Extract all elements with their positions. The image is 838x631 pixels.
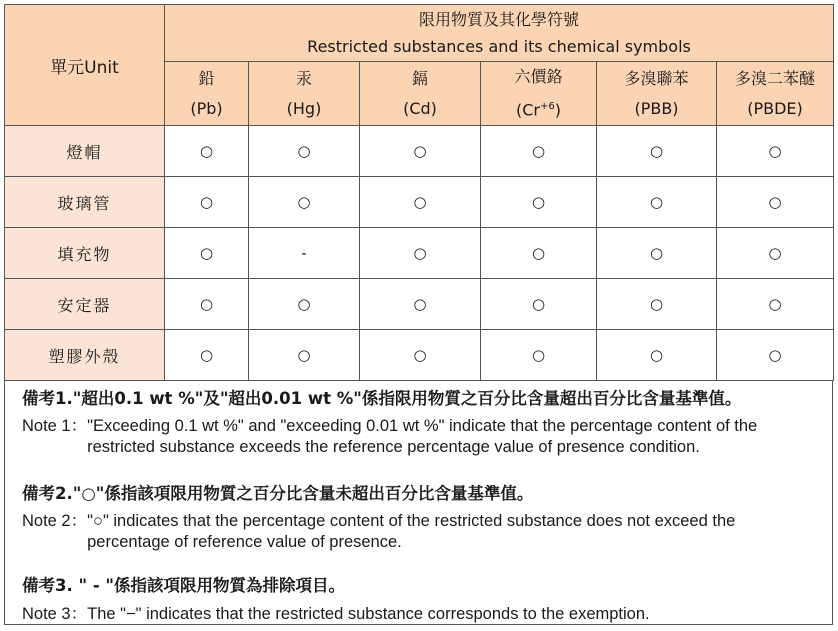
note3-en [22, 604, 822, 625]
table-row [5, 126, 834, 177]
substance-header-pbb [597, 62, 717, 126]
note1-zh: 備考1."超出0.1 wt %"及"超出0.01 wt %"係指限用物質之百分比含量超出百分比含量基準值。 [22, 389, 742, 408]
substance-symbol: (PBB) [634, 98, 679, 118]
substance-name: 鎘 [411, 68, 428, 88]
status-mark: ○ [249, 126, 360, 177]
substance-name: 鉛 [198, 68, 215, 88]
status-mark: ○ [165, 177, 249, 228]
status-mark: ○ [597, 228, 717, 279]
status-mark: ○ [481, 177, 597, 228]
restricted-substances-table [4, 4, 834, 381]
unit-label: 燈帽 [5, 126, 165, 177]
status-mark: ○ [360, 279, 481, 330]
status-mark: ○ [717, 177, 834, 228]
status-mark: ○ [249, 330, 360, 381]
status-mark: ○ [360, 228, 481, 279]
status-mark: ○ [597, 177, 717, 228]
substance-header-cd [360, 62, 481, 126]
status-mark: ○ [597, 330, 717, 381]
substances-title-en: Restricted substances and its chemical symbols [307, 37, 691, 56]
symbol-close: ) [554, 100, 561, 120]
substance-header-pbde [717, 62, 834, 126]
note1-label: Note 1： [22, 417, 88, 435]
status-mark: ○ [717, 228, 834, 279]
note1-en [22, 416, 822, 458]
status-mark: ○ [165, 126, 249, 177]
substance-symbol: (Pb) [190, 98, 223, 118]
note2-label: Note 2： [22, 512, 88, 530]
substance-symbol [481, 92, 596, 125]
unit-label: 填充物 [5, 228, 165, 279]
status-mark: ○ [360, 126, 481, 177]
table-row [5, 330, 834, 381]
status-mark: ○ [249, 177, 360, 228]
status-mark: ○ [597, 126, 717, 177]
note2-text: "○" indicates that the percentage content of the restricted substance does not exceed the percentage of reference value of presence. [87, 512, 736, 551]
note3-label: Note 3： [22, 605, 88, 623]
note2-zh: 備考2."○"係指該項限用物質之百分比含量未超出百分比含量基準值。 [22, 484, 534, 503]
unit-label: 安定器 [5, 279, 165, 330]
status-mark: ○ [481, 330, 597, 381]
substance-name: 六價鉻 [514, 67, 563, 86]
unit-label: 玻璃管 [5, 177, 165, 228]
substance-header-hg [249, 62, 360, 126]
symbol-superscript: +6 [540, 101, 555, 112]
status-mark: ○ [165, 228, 249, 279]
status-mark: ○ [481, 126, 597, 177]
status-mark: ○ [165, 279, 249, 330]
substance-symbol: (Cd) [403, 98, 437, 118]
status-mark: ○ [597, 279, 717, 330]
status-mark: ○ [360, 177, 481, 228]
substance-header-pb [165, 62, 249, 126]
substance-name: 多溴二苯醚 [735, 68, 816, 88]
note3-zh: 備考3. " - "係指該項限用物質為排除項目。 [22, 576, 346, 595]
status-mark: ○ [249, 279, 360, 330]
substance-symbol: (Hg) [286, 98, 322, 118]
status-mark: ○ [717, 279, 834, 330]
substances-title-zh: 限用物質及其化學符號 [419, 10, 580, 29]
table-row [5, 177, 834, 228]
status-mark: ○ [360, 330, 481, 381]
status-mark: ○ [717, 330, 834, 381]
note1-text: "Exceeding 0.1 wt %" and "exceeding 0.01 wt %" indicate that the percentage content of the restricted substance exceeds the reference percentage value of presence condition. [87, 417, 758, 456]
table-row [5, 228, 834, 279]
status-mark: ○ [165, 330, 249, 381]
unit-header: 單元Unit [5, 5, 165, 126]
unit-label: 塑膠外殼 [5, 330, 165, 381]
symbol-base: (Cr [516, 100, 540, 120]
status-mark: - [249, 228, 360, 279]
substance-name: 汞 [295, 68, 312, 88]
status-mark: ○ [481, 228, 597, 279]
substance-symbol: (PBDE) [747, 98, 803, 118]
substances-title [165, 5, 834, 62]
table-row [5, 279, 834, 330]
table-body [5, 126, 834, 381]
status-mark: ○ [717, 126, 834, 177]
note2-en [22, 511, 822, 553]
substance-name: 多溴聯苯 [624, 68, 689, 88]
note3-text: The "−" indicates that the restricted substance corresponds to the exemption. [87, 605, 650, 623]
status-mark: ○ [481, 279, 597, 330]
substance-header-cr6 [481, 62, 597, 126]
